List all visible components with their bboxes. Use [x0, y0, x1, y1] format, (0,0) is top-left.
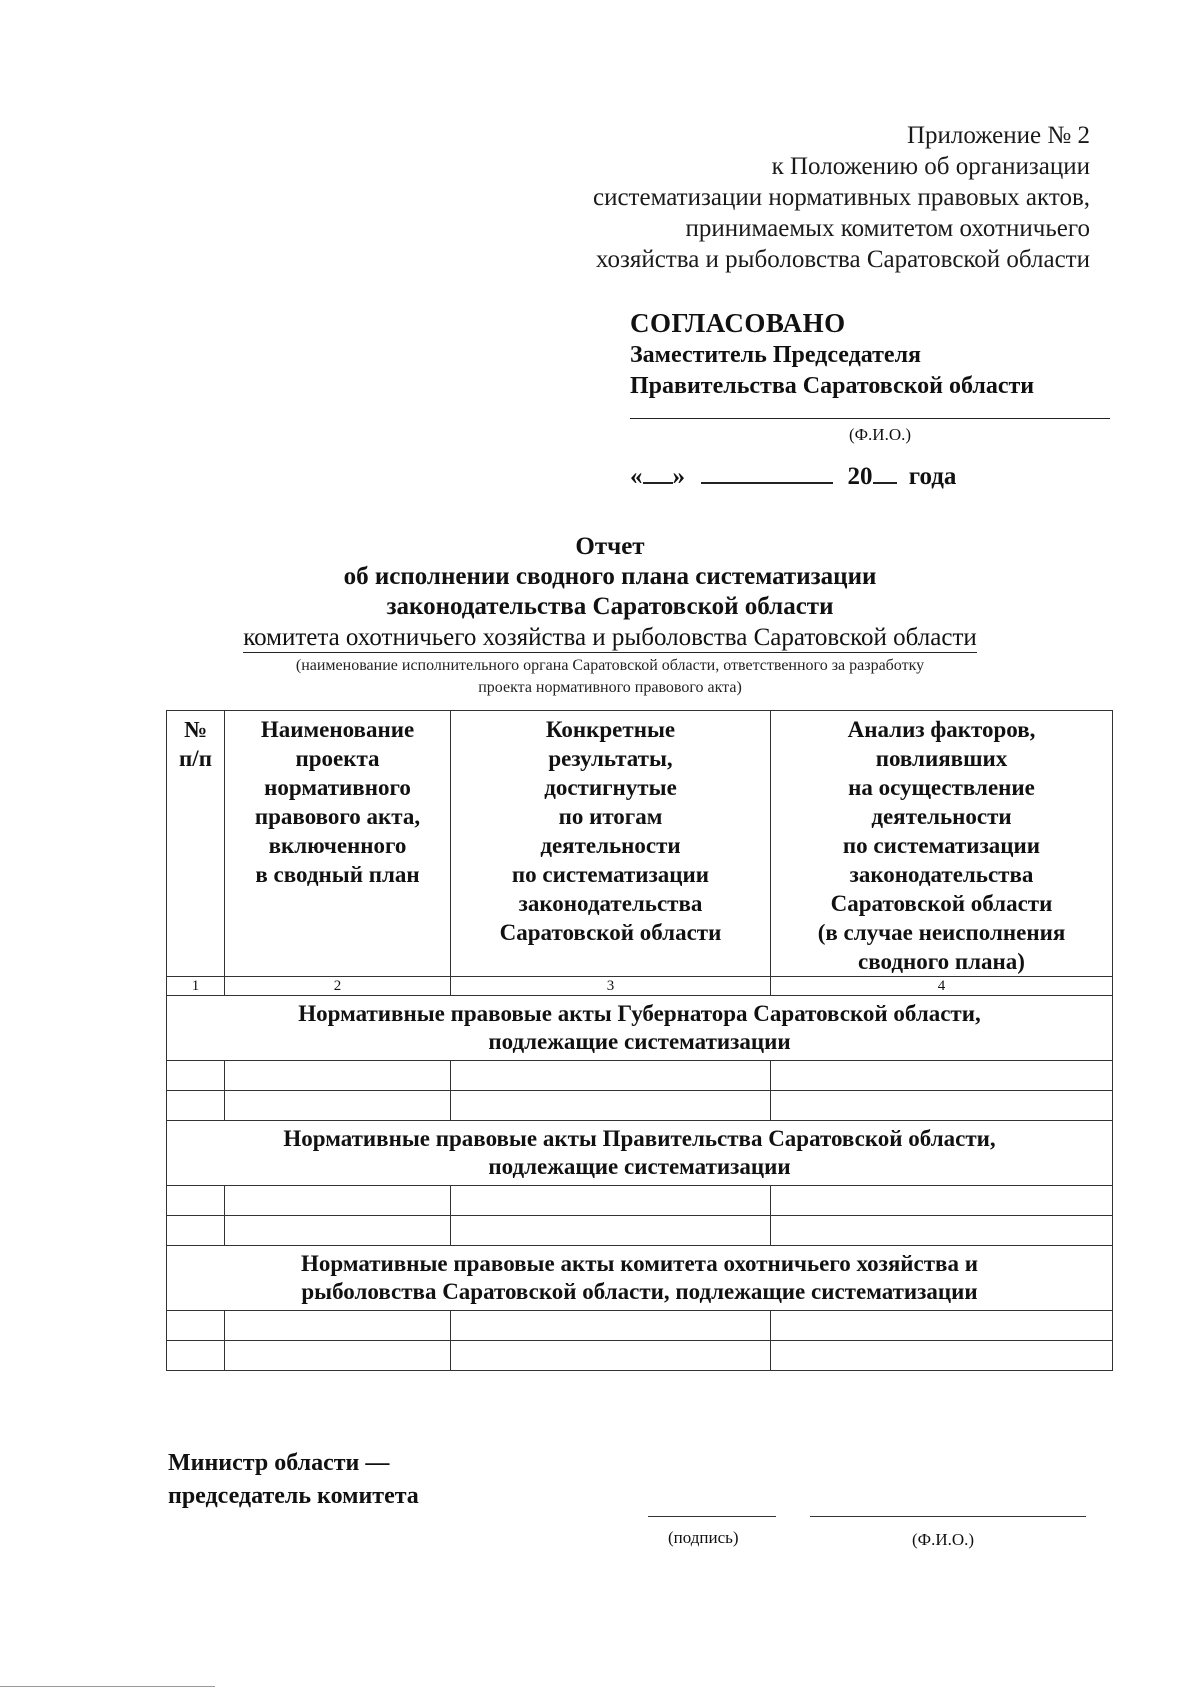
approver-role-line: Правительства Саратовской области [630, 373, 1035, 399]
header-line: по систематизации [511, 862, 710, 887]
approval-date [630, 463, 1110, 491]
signatory-fio-line [810, 1516, 1086, 1517]
table-row [167, 1091, 1113, 1121]
header-line: деятельности [871, 804, 1012, 829]
header-line: по итогам [558, 804, 663, 829]
table-cell[interactable] [167, 1216, 225, 1246]
column-number: 2 [225, 977, 451, 996]
report-subtitle-line: об исполнении сводного плана систематизации [343, 563, 877, 590]
approver-fio-line [630, 408, 1110, 419]
header-line: включенного [268, 833, 407, 858]
organization-name: комитета охотничьего хозяйства и рыболовства Саратовской области [243, 624, 977, 651]
header-line: результаты, [548, 746, 673, 771]
header-line: нормативного [264, 775, 411, 800]
header-line: законодательства [518, 891, 703, 916]
approver-role-line: Заместитель Председателя [630, 342, 922, 368]
table-cell[interactable] [167, 1341, 225, 1371]
column-number-row [167, 977, 1113, 996]
table-cell[interactable] [771, 1311, 1113, 1341]
date-close-quote: » [672, 463, 685, 490]
table-cell[interactable] [225, 1341, 451, 1371]
table-cell[interactable] [225, 1311, 451, 1341]
section-title-line: подлежащие систематизации [488, 1029, 791, 1054]
header-line: Саратовской области [499, 920, 722, 945]
header-line: Анализ факторов, [847, 717, 1036, 742]
table-cell[interactable] [451, 1341, 771, 1371]
header-line: Конкретные [545, 717, 676, 742]
section-row-committee [167, 1246, 1113, 1311]
table-cell[interactable] [451, 1186, 771, 1216]
signature-line [648, 1516, 776, 1517]
header-line: Саратовской области [830, 891, 1053, 916]
column-number: 1 [167, 977, 225, 996]
table-row [167, 1186, 1113, 1216]
report-subtitle-line: законодательства Саратовской области [386, 593, 834, 620]
table-row [167, 1216, 1113, 1246]
day-blank [643, 482, 673, 484]
header-line: правового акта, [254, 804, 421, 829]
table-cell[interactable] [225, 1216, 451, 1246]
signatory-title [168, 1447, 419, 1513]
section-title [167, 996, 1113, 1061]
date-open-quote: « [630, 463, 643, 490]
table-header-row [167, 711, 1113, 977]
organization-hint-line: (наименование исполнительного органа Саратовской области, ответственного за разработку [295, 657, 925, 674]
section-title-line: Нормативные правовые акты комитета охотничьего хозяйства и [301, 1251, 978, 1276]
section-title [167, 1121, 1113, 1186]
table-cell[interactable] [771, 1091, 1113, 1121]
signatory-title-line: Министр области — [168, 1450, 390, 1476]
table-cell[interactable] [225, 1091, 451, 1121]
section-title-line: Нормативные правовые акты Правительства Саратовской области, [283, 1126, 996, 1151]
header-line: по систематизации [842, 833, 1041, 858]
column-header-act-name [225, 711, 451, 977]
column-header-results [451, 711, 771, 977]
appendix-header [450, 120, 1090, 275]
table-cell[interactable] [451, 1061, 771, 1091]
year-word: года [908, 463, 957, 490]
section-row-governor [167, 996, 1113, 1061]
approver-fio-caption: (Ф.И.О.) [848, 425, 912, 444]
table-cell[interactable] [451, 1216, 771, 1246]
header-line: деятельности [540, 833, 681, 858]
table-row [167, 1061, 1113, 1091]
signatory-title-line: председатель комитета [168, 1483, 419, 1509]
table-cell[interactable] [451, 1091, 771, 1121]
header-line: повлиявших [875, 746, 1008, 771]
page-edge-divider [0, 1686, 215, 1687]
section-title-line: Нормативные правовые акты Губернатора Саратовской области, [298, 1001, 981, 1026]
signatory-fio-caption: (Ф.И.О.) [912, 1530, 975, 1549]
section-title [167, 1246, 1113, 1311]
header-line: проекта [295, 746, 380, 771]
year-blank [873, 482, 897, 484]
approval-stamp-title: СОГЛАСОВАНО [630, 308, 846, 338]
section-row-government [167, 1121, 1113, 1186]
report-table [166, 710, 1113, 1371]
table-cell[interactable] [451, 1311, 771, 1341]
section-title-line: рыболовства Саратовской области, подлежащие систематизации [301, 1279, 978, 1304]
appendix-line: систематизации нормативных правовых актов, [592, 184, 1090, 211]
header-line: сводного плана) [858, 949, 1025, 974]
table-cell[interactable] [167, 1061, 225, 1091]
header-line: на осуществление [848, 775, 1035, 800]
table-cell[interactable] [167, 1186, 225, 1216]
table-cell[interactable] [225, 1061, 451, 1091]
year-prefix: 20 [847, 463, 873, 490]
signature-caption: (подпись) [668, 1528, 739, 1547]
report-title-block [180, 532, 1040, 697]
report-title: Отчет [575, 533, 645, 560]
header-line: п/п [179, 746, 212, 771]
table-row [167, 1311, 1113, 1341]
column-number: 4 [771, 977, 1113, 996]
appendix-line: Приложение № 2 [906, 122, 1090, 149]
approval-block [630, 306, 1110, 491]
table-cell[interactable] [771, 1186, 1113, 1216]
organization-hint-line: проекта нормативного правового акта) [478, 679, 742, 696]
column-number: 3 [451, 977, 771, 996]
section-title-line: подлежащие систематизации [488, 1154, 791, 1179]
table-cell[interactable] [771, 1341, 1113, 1371]
table-cell[interactable] [225, 1186, 451, 1216]
column-header-number [167, 711, 225, 977]
appendix-line: принимаемых комитетом охотничьего [685, 215, 1090, 242]
appendix-line: к Положению об организации [771, 153, 1090, 180]
table-row [167, 1341, 1113, 1371]
header-line: достигнутые [544, 775, 677, 800]
column-header-analysis [771, 711, 1113, 977]
table-cell[interactable] [167, 1091, 225, 1121]
header-line: законодательства [849, 862, 1034, 887]
month-blank [701, 482, 833, 484]
table-cell[interactable] [771, 1061, 1113, 1091]
header-line: (в случае неисполнения [817, 920, 1066, 945]
header-line: № [183, 717, 208, 742]
appendix-line: хозяйства и рыболовства Саратовской области [595, 246, 1090, 273]
table-cell[interactable] [771, 1216, 1113, 1246]
header-line: в сводный план [255, 862, 420, 887]
header-line: Наименование [260, 717, 415, 742]
table-cell[interactable] [167, 1311, 225, 1341]
